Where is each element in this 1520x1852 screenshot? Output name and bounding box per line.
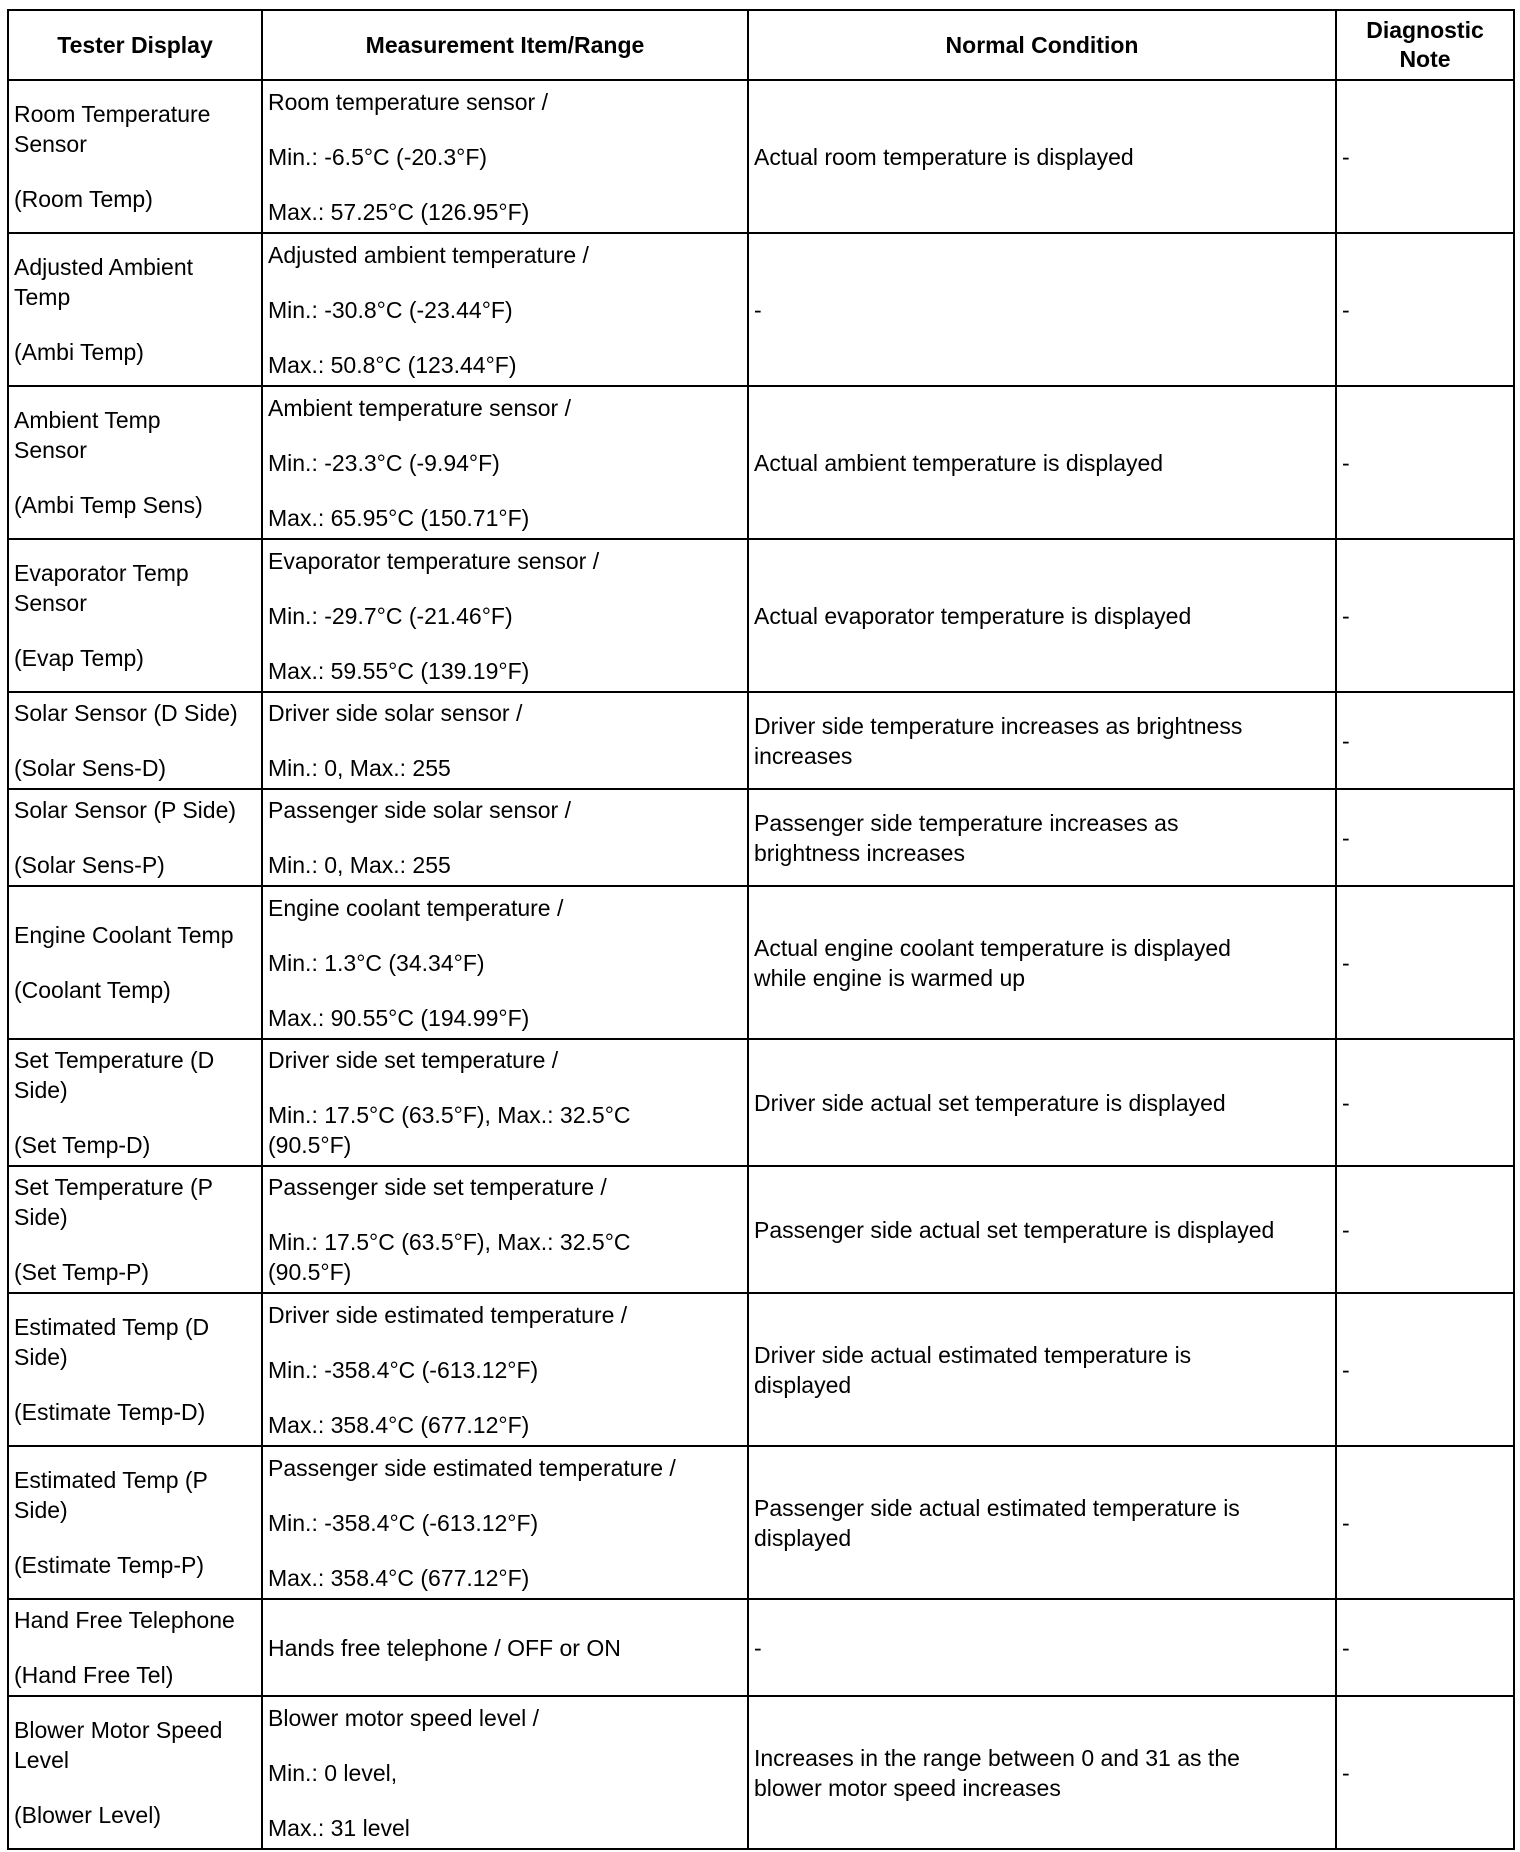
table-row: [8, 692, 1514, 789]
diagnostic-note-cell: -: [1336, 789, 1514, 886]
table-row: [8, 80, 1514, 233]
measurement-min: Min.: -30.8°C (-23.44°F): [268, 296, 513, 323]
header-measurement-item-range: Measurement Item/Range: [262, 10, 748, 80]
measurement-item: Evaporator temperature sensor /: [268, 547, 600, 574]
display-abbreviation: (Set Temp-P): [14, 1259, 150, 1285]
display-name: Set Temperature (D Side): [14, 1047, 215, 1103]
tester-display-cell: [8, 1599, 262, 1696]
measurement-range: Min.: 17.5°C (63.5°F), Max.: 32.5°C (90.5°F): [268, 1229, 631, 1285]
measurement-cell: [262, 539, 748, 692]
normal-condition-cell: Actual ambient temperature is displayed: [748, 386, 1336, 539]
display-name: Solar Sensor (P Side): [14, 797, 237, 823]
tester-display-cell: [8, 80, 262, 233]
header-tester-display: Tester Display: [8, 10, 262, 80]
table-row: [8, 886, 1514, 1039]
measurement-max: Max.: 50.8°C (123.44°F): [268, 351, 517, 378]
diagnostic-note-cell: -: [1336, 886, 1514, 1039]
measurement-item: Driver side set temperature /: [268, 1047, 559, 1073]
normal-condition-cell: Driver side actual set temperature is displayed: [748, 1039, 1336, 1166]
display-abbreviation: (Estimate Temp-D): [14, 1399, 206, 1425]
measurement-max: Max.: 90.55°C (194.99°F): [268, 1004, 530, 1031]
measurement-min: Min.: -23.3°C (-9.94°F): [268, 449, 500, 476]
display-abbreviation: (Coolant Temp): [14, 977, 171, 1003]
display-abbreviation: (Solar Sens-P): [14, 852, 165, 878]
table-row: [8, 1293, 1514, 1446]
diagnostic-note-cell: -: [1336, 1446, 1514, 1599]
normal-condition-cell: -: [748, 1599, 1336, 1696]
normal-condition-cell: Actual room temperature is displayed: [748, 80, 1336, 233]
measurement-cell: [262, 1166, 748, 1293]
measurement-range: Min.: 17.5°C (63.5°F), Max.: 32.5°C (90.5°F): [268, 1102, 631, 1158]
measurement-cell: [262, 886, 748, 1039]
display-abbreviation: (Estimate Temp-P): [14, 1552, 205, 1578]
table-row: [8, 1599, 1514, 1696]
tester-display-cell: [8, 1039, 262, 1166]
table-row: [8, 1166, 1514, 1293]
tester-display-cell: [8, 233, 262, 386]
measurement-item: Blower motor speed level /: [268, 1704, 540, 1731]
normal-condition-cell: Passenger side actual estimated temperature is displayed: [748, 1446, 1336, 1599]
table-row: [8, 1696, 1514, 1849]
measurement-cell: [262, 692, 748, 789]
measurement-min: Min.: -358.4°C (-613.12°F): [268, 1356, 539, 1383]
tester-display-cell: [8, 1166, 262, 1293]
table-row: [8, 1446, 1514, 1599]
display-name: Engine Coolant Temp: [14, 922, 234, 948]
display-abbreviation: (Solar Sens-D): [14, 755, 167, 781]
table-row: [8, 1039, 1514, 1166]
measurement-cell: [262, 1446, 748, 1599]
header-diagnostic-note-text: Diagnostic Note: [1366, 17, 1484, 72]
measurement-item: Passenger side set temperature /: [268, 1174, 607, 1200]
normal-condition-cell: Increases in the range between 0 and 31 as the blower motor speed increases: [748, 1696, 1336, 1849]
diagnostic-note-cell: -: [1336, 539, 1514, 692]
measurement-max: Max.: 59.55°C (139.19°F): [268, 657, 530, 684]
diagnostic-note-cell: -: [1336, 1599, 1514, 1696]
display-abbreviation: (Blower Level): [14, 1802, 161, 1828]
display-name: Evaporator Temp Sensor: [14, 560, 189, 616]
measurement-cell: [262, 80, 748, 233]
measurement-item: Hands free telephone / OFF or ON: [268, 1634, 621, 1661]
measurement-max: Max.: 57.25°C (126.95°F): [268, 198, 530, 225]
diagnostic-note-cell: -: [1336, 386, 1514, 539]
display-name: Ambient Temp Sensor: [14, 407, 161, 463]
normal-condition-cell: Driver side temperature increases as brightness increases: [748, 692, 1336, 789]
display-abbreviation: (Set Temp-D): [14, 1132, 151, 1158]
measurement-item: Engine coolant temperature /: [268, 894, 564, 921]
measurement-max: Max.: 358.4°C (677.12°F): [268, 1564, 530, 1591]
diagnostic-data-table-container: [7, 9, 1513, 1850]
measurement-max: Max.: 31 level: [268, 1814, 410, 1841]
measurement-item: Ambient temperature sensor /: [268, 394, 571, 421]
measurement-cell: [262, 1599, 748, 1696]
measurement-range: Min.: 0, Max.: 255: [268, 852, 451, 878]
tester-display-cell: [8, 539, 262, 692]
display-abbreviation: (Ambi Temp): [14, 339, 144, 365]
diagnostic-note-cell: -: [1336, 1039, 1514, 1166]
measurement-cell: [262, 233, 748, 386]
measurement-cell: [262, 386, 748, 539]
display-name: Adjusted Ambient Temp: [14, 254, 194, 310]
table-row: [8, 789, 1514, 886]
display-name: Blower Motor Speed Level: [14, 1717, 223, 1773]
normal-condition-cell: Passenger side temperature increases as brightness increases: [748, 789, 1336, 886]
display-abbreviation: (Room Temp): [14, 186, 153, 212]
tester-display-cell: [8, 1696, 262, 1849]
display-name: Solar Sensor (D Side): [14, 700, 238, 726]
diagnostic-note-cell: -: [1336, 80, 1514, 233]
display-name: Room Temperature Sensor: [14, 101, 211, 157]
display-name: Hand Free Telephone: [14, 1607, 235, 1633]
measurement-item: Room temperature sensor /: [268, 88, 548, 115]
table-row: [8, 233, 1514, 386]
tester-display-cell: [8, 692, 262, 789]
tester-display-cell: [8, 886, 262, 1039]
measurement-min: Min.: 1.3°C (34.34°F): [268, 949, 485, 976]
measurement-item: Passenger side estimated temperature /: [268, 1454, 676, 1481]
measurement-item: Passenger side solar sensor /: [268, 797, 571, 823]
measurement-cell: [262, 1293, 748, 1446]
measurement-range: Min.: 0, Max.: 255: [268, 755, 451, 781]
diagnostic-note-cell: -: [1336, 692, 1514, 789]
tester-display-cell: [8, 1293, 262, 1446]
diagnostic-note-cell: -: [1336, 1293, 1514, 1446]
diagnostic-note-cell: -: [1336, 233, 1514, 386]
diagnostic-note-cell: -: [1336, 1696, 1514, 1849]
tester-display-cell: [8, 386, 262, 539]
measurement-cell: [262, 789, 748, 886]
normal-condition-cell: Driver side actual estimated temperature is displayed: [748, 1293, 1336, 1446]
normal-condition-cell: -: [748, 233, 1336, 386]
measurement-min: Min.: -29.7°C (-21.46°F): [268, 602, 513, 629]
measurement-min: Min.: -358.4°C (-613.12°F): [268, 1509, 539, 1536]
display-abbreviation: (Ambi Temp Sens): [14, 492, 203, 518]
measurement-item: Driver side solar sensor /: [268, 700, 523, 726]
display-abbreviation: (Hand Free Tel): [14, 1662, 174, 1688]
display-name: Estimated Temp (P Side): [14, 1467, 208, 1523]
measurement-max: Max.: 65.95°C (150.71°F): [268, 504, 530, 531]
measurement-item: Adjusted ambient temperature /: [268, 241, 589, 268]
tester-display-table: [7, 9, 1515, 1850]
display-name: Estimated Temp (D Side): [14, 1314, 210, 1370]
diagnostic-note-cell: -: [1336, 1166, 1514, 1293]
display-name: Set Temperature (P Side): [14, 1174, 213, 1230]
normal-condition-cell: Actual evaporator temperature is displayed: [748, 539, 1336, 692]
header-normal-condition: Normal Condition: [748, 10, 1336, 80]
display-abbreviation: (Evap Temp): [14, 645, 144, 671]
header-diagnostic-note: [1336, 10, 1514, 80]
table-header-row: [8, 10, 1514, 80]
measurement-max: Max.: 358.4°C (677.12°F): [268, 1411, 530, 1438]
normal-condition-cell: Actual engine coolant temperature is displayed while engine is warmed up: [748, 886, 1336, 1039]
table-row: [8, 386, 1514, 539]
measurement-min: Min.: 0 level,: [268, 1759, 398, 1786]
measurement-item: Driver side estimated temperature /: [268, 1301, 628, 1328]
measurement-cell: [262, 1696, 748, 1849]
normal-condition-cell: Passenger side actual set temperature is displayed: [748, 1166, 1336, 1293]
table-row: [8, 539, 1514, 692]
tester-display-cell: [8, 1446, 262, 1599]
measurement-min: Min.: -6.5°C (-20.3°F): [268, 143, 488, 170]
measurement-cell: [262, 1039, 748, 1166]
tester-display-cell: [8, 789, 262, 886]
